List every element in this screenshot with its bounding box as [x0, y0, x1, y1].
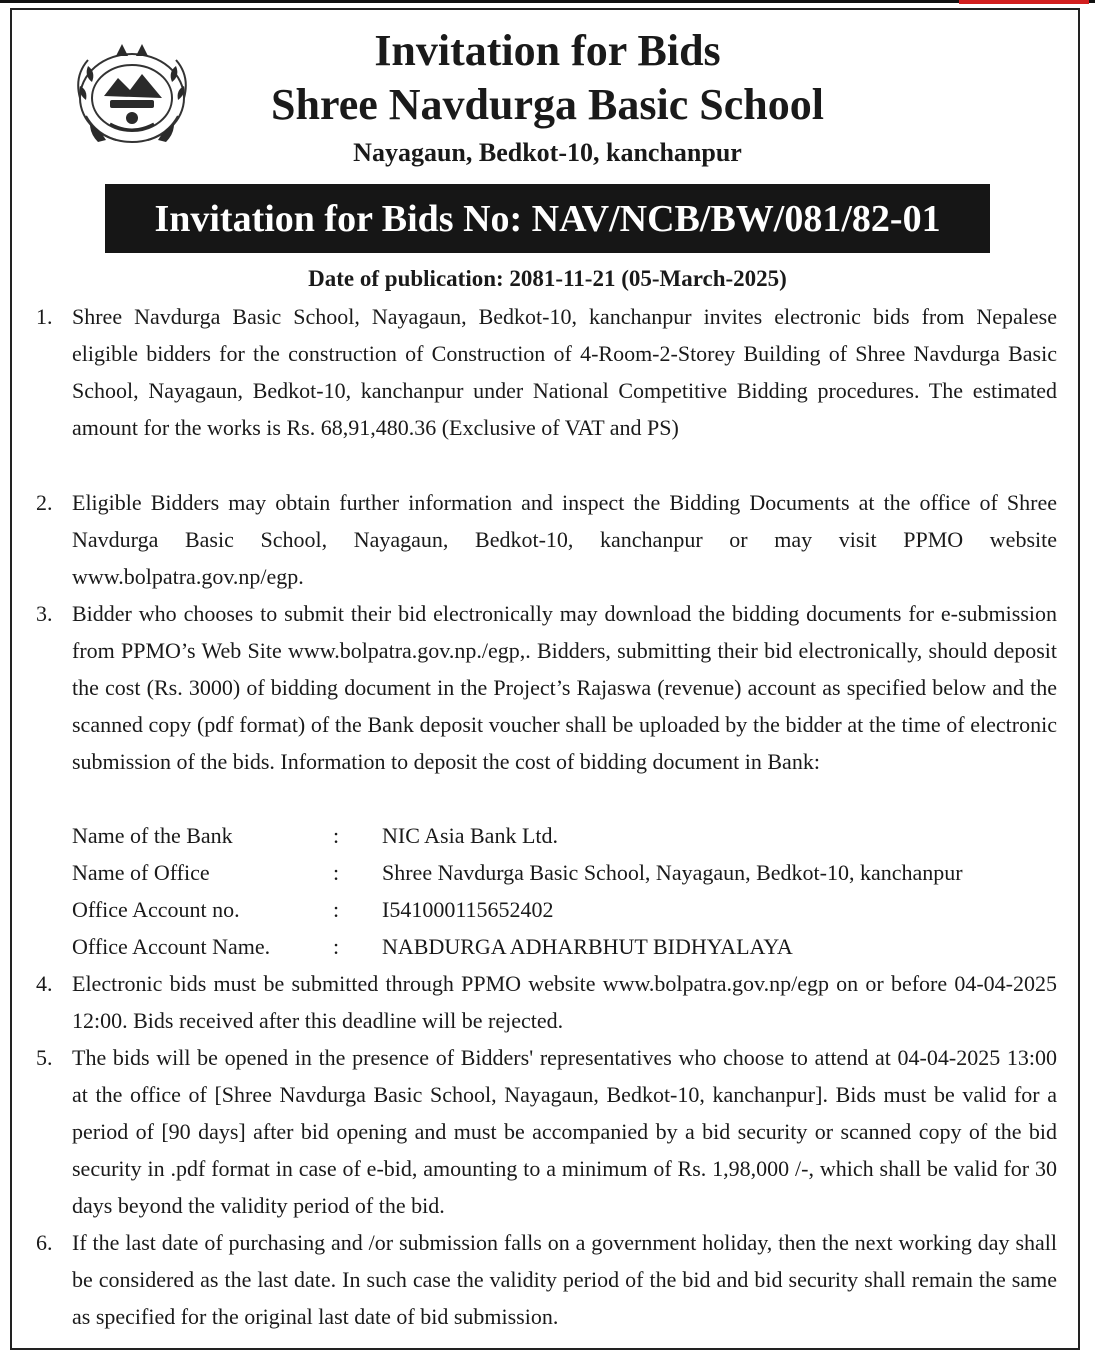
bank-detail-row — [72, 891, 1062, 928]
item-number: 2. — [36, 490, 53, 515]
item-number: 4. — [36, 971, 53, 996]
item-number: 6. — [36, 1230, 53, 1255]
bank-detail-colon: : — [333, 934, 340, 959]
school-address: Nayagaun, Bedkot-10, kanchanpur — [353, 138, 742, 167]
bank-detail-value: NIC Asia Bank Ltd. — [382, 823, 558, 848]
bank-detail-row — [72, 817, 1062, 854]
item-text: The bids will be opened in the presence of Bidders' representatives who choose to attend at 04-04-2025 13:00 at the office of [Shree Navdurga Basic School, Nayagaun, Bedkot-10, kanchanpur]. Bids must be valid for a period of [90 days] after bid opening and must be accompanied by a bid security or scanned copy of the bid security in .pdf format in case of e-bid, amounting to a minimum of Rs. 1,98,000 /-, which shall be valid for 30 days beyond the validity period of the bid. — [72, 1045, 1057, 1218]
item-number: 1. — [36, 304, 53, 329]
bank-detail-row — [72, 854, 1062, 891]
bank-detail-value: I541000115652402 — [382, 897, 554, 922]
title-invitation: Invitation for Bids — [374, 26, 721, 75]
bank-detail-colon: : — [333, 823, 340, 848]
item-text: Electronic bids must be submitted through PPMO website www.bolpatra.gov.np/egp on or before 04-04-2025 12:00. Bids received after this deadline will be rejected. — [72, 971, 1057, 1033]
bank-detail-label: Name of the Bank — [72, 823, 233, 848]
item-number: 3. — [36, 601, 53, 626]
school-name: Shree Navdurga Basic School — [271, 80, 824, 129]
bid-number-banner — [105, 184, 990, 253]
publication-date: Date of publication: 2081-11-21 (05-March-2025) — [308, 266, 787, 291]
bank-detail-colon: : — [333, 897, 340, 922]
top-border-bar — [0, 0, 1095, 3]
item-number: 5. — [36, 1045, 53, 1070]
item-text: Shree Navdurga Basic School, Nayagaun, Bedkot-10, kanchanpur invites electronic bids from Nepalese eligible bidders for the construction of Construction of 4-Room-2-Storey Building of Shree Navdurga Basic School, Nayagaun, Bedkot-10, kanchanpur under National Competitive Bidding procedures. The estimated amount for the works is Rs. 68,91,480.36 (Exclusive of VAT and PS) — [72, 304, 1057, 440]
item-text: If the last date of purchasing and /or submission falls on a government holiday, then the next working day shall be considered as the last date. In such case the validity period of the bid and bid security shall remain the same as specified for the original last date of bid submission. — [72, 1230, 1057, 1329]
top-red-mark — [959, 0, 1089, 4]
item-text: Eligible Bidders may obtain further information and inspect the Bidding Documents at the office of Shree Navdurga Basic School, Nayagaun, Bedkot-10, kanchanpur or may visit PPMO website www.bolpatra.gov.np/egp. — [72, 490, 1057, 589]
bank-detail-label: Name of Office — [72, 860, 210, 885]
bank-detail-value: Shree Navdurga Basic School, Nayagaun, Bedkot-10, kanchanpur — [382, 860, 963, 885]
bank-detail-value: NABDURGA ADHARBHUT BIDHYALAYA — [382, 934, 793, 959]
bank-detail-row — [72, 928, 1062, 965]
bank-detail-colon: : — [333, 860, 340, 885]
item-text: Bidder who chooses to submit their bid electronically may download the bidding documents for e-submission from PPMO’s Web Site www.bolpatra.gov.np./egp,. Bidders, submitting their bid electronically, should deposit the cost (Rs. 3000) of bidding document in the Project’s Rajaswa (revenue) account as specified below and the scanned copy (pdf format) of the Bank deposit voucher shall be uploaded by the bidder at the time of electronic submission of the bids. Information to deposit the cost of bidding document in Bank: — [72, 601, 1057, 774]
bank-detail-label: Office Account Name. — [72, 934, 271, 959]
bank-detail-label: Office Account no. — [72, 897, 240, 922]
bid-number-text: Invitation for Bids No: NAV/NCB/BW/081/82-01 — [154, 197, 941, 240]
